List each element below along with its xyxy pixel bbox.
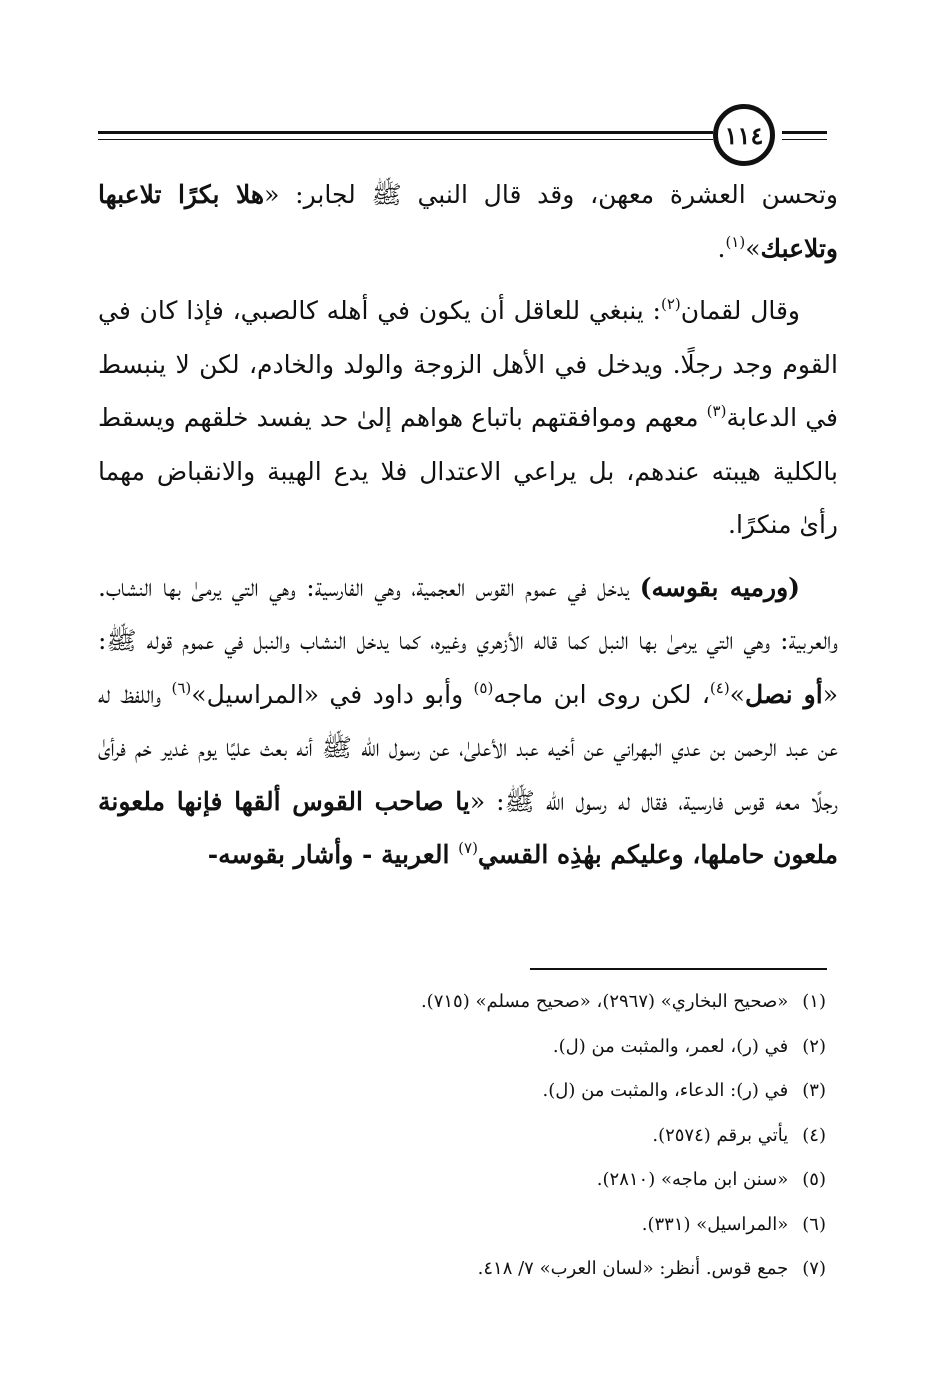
footnote: (١)«صحيح البخاري» (٢٩٦٧)، «صحيح مسلم» (٧١٥). (420, 991, 826, 1012)
footnote: (٦)«المراسيل» (٣٣١). (641, 1213, 826, 1235)
matn-heading: (ورميه بقوسه) (639, 572, 801, 602)
footnote-ref-4[interactable]: (٤) (709, 678, 730, 697)
footnote-ref-6[interactable]: (٦) (171, 678, 192, 697)
footnote: (٧)جمع قوس. أنظر: «لسان العرب» ٧/ ٤١٨. (477, 1258, 826, 1279)
header-rule-right-thin (782, 139, 827, 140)
footnote-separator (530, 968, 827, 970)
footnote: (٤)يأتي برقم (٢٥٧٤). (652, 1124, 826, 1146)
paragraph-1: وتحسن العشرة معهن، وقد قال النبي ﷺ لجابر: «هلا بكرًا تلاعبها وتلاعبك»$^{(١)}$. (98, 180, 838, 263)
main-text (98, 168, 838, 882)
paragraph-2: وقال لقمان$^{(٢)}$: ينبغي للعاقل أن يكون في أهله كالصبي، فإذا كان في القوم وجد رجلًا. ويدخل في الأهل الزوجة والولد والخادم، لكن لا ينبسط في الدعابة$^{(٣)}$ معهم وموافقتهم باتباع هواهم إلىٰ حد يفسد خلقهم ويسقط بالكلية هيبته عندهم، بل يراعي الاعتدال فلا يدع الهيبة والانقباض مهما رأىٰ منكرًا. (98, 295, 838, 539)
footnote-ref-7[interactable]: (٧) (458, 839, 478, 857)
footnote-ref-1[interactable]: (١) (725, 232, 746, 251)
footnote-ref-3[interactable]: (٣) (706, 402, 727, 420)
hadith-quote: يا صاحب القوس ألقها فإنها ملعونة ملعون حاملها، وعليكم بهٰذِه القسي (98, 786, 838, 869)
footnote-ref-5[interactable]: (٥) (473, 678, 494, 697)
footnote-ref-2[interactable]: (٢) (660, 295, 681, 313)
hadith-quote: أو نصل (744, 679, 823, 709)
footnote: (٥)«سنن ابن ماجه» (٢٨١٠). (596, 1169, 826, 1190)
footnote: (٢)في (ر)، لعمر، والمثبت من (ل). (552, 1035, 826, 1057)
hadith-quote: هلا بكرًا تلاعبها وتلاعبك (98, 180, 838, 263)
header-rule (98, 131, 713, 134)
page-number: ١١٤ (713, 104, 775, 166)
header-rule-right (782, 131, 827, 134)
footnotes (176, 980, 826, 1292)
footnote: (٣)في (ر): الدعاء، والمثبت من (ل). (542, 1080, 826, 1101)
paragraph-3: (ورميه بقوسه) يدخل في عموم القوس العجمية، وهي الفارسية: وهي التي يرمىٰ بها النشاب. والعربية: وهي التي يرمىٰ بها النبل كما قاله الأزهري وغيره، كما يدخل النشاب والنبل في عموم قوله ﷺ: «أو نصل»$^{(٤)}$، لكن روى ابن ماجه$^{(٥)}$ وأبو داود في «المراسيل»$^{(٦)}$ واللفظ له عن عبد الرحمن بن عدي البهراني عن أخيه عبد الأعلىٰ، عن رسول الله ﷺ أنه بعث عليًا يوم غدير خم فرأىٰ رجلًا معه قوس فارسية، فقال له رسول الله ﷺ: «يا صاحب القوس ألقها فإنها ملعونة ملعون حاملها، وعليكم بهٰذِه القسي$^{(٧)}$ العربية - وأشار بقوسه- (98, 572, 839, 869)
header-rule-thin (98, 139, 713, 140)
